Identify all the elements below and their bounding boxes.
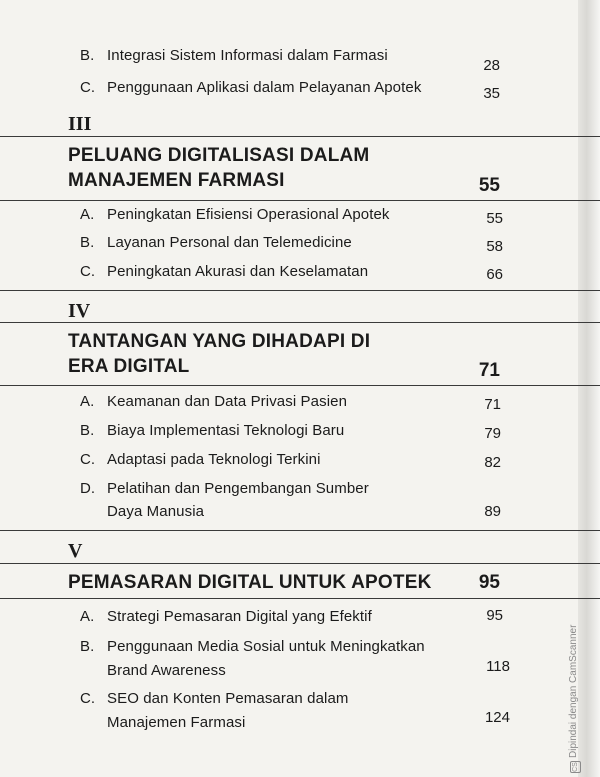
page-edge-shadow <box>578 0 600 777</box>
toc-entry-text[interactable]: Peningkatan Efisiensi Operasional Apotek <box>107 206 390 223</box>
chapter-title-line[interactable]: ERA DIGITAL <box>68 356 190 377</box>
toc-entry-text[interactable]: Penggunaan Media Sosial untuk Meningkatkan <box>107 638 425 655</box>
toc-entry-letter: B. <box>80 47 95 64</box>
chapter-number: IV <box>68 300 91 322</box>
toc-entry-letter: A. <box>80 206 95 223</box>
chapter-title-line[interactable]: MANAJEMEN FARMASI <box>68 170 285 191</box>
chapter-title-line[interactable]: PEMASARAN DIGITAL UNTUK APOTEK <box>68 572 432 593</box>
toc-entry-page[interactable]: 79 <box>484 425 501 442</box>
chapter-divider <box>0 385 600 386</box>
toc-entry-page[interactable]: 55 <box>486 210 503 227</box>
toc-entry-text[interactable]: Keamanan dan Data Privasi Pasien <box>107 393 348 410</box>
toc-entry-text[interactable]: Manajemen Farmasi <box>107 714 246 731</box>
toc-entry-letter: C. <box>80 451 96 468</box>
chapter-divider <box>0 200 600 201</box>
toc-entry-text[interactable]: Pelatihan dan Pengembangan Sumber <box>107 480 369 497</box>
watermark-text: Dipindai dengan CamScanner <box>568 624 579 758</box>
toc-entry-text[interactable]: SEO dan Konten Pemasaran dalam <box>107 690 349 707</box>
toc-entry-text[interactable]: Brand Awareness <box>107 662 226 679</box>
toc-entry-text[interactable]: Strategi Pemasaran Digital yang Efektif <box>107 608 372 625</box>
toc-entry-page[interactable]: 66 <box>486 266 503 283</box>
toc-entry-page[interactable]: 118 <box>486 658 510 675</box>
toc-entry-text[interactable]: Penggunaan Aplikasi dalam Pelayanan Apotek <box>107 79 422 96</box>
chapter-page[interactable]: 55 <box>478 175 500 196</box>
toc-entry-page[interactable]: 124 <box>484 709 510 726</box>
camscanner-logo-icon: CS <box>572 762 579 772</box>
chapter-divider <box>0 322 600 323</box>
chapter-title-line[interactable]: TANTANGAN YANG DIHADAPI DI <box>68 331 371 352</box>
toc-entry-letter: D. <box>80 480 96 497</box>
chapter-title-line[interactable]: PELUANG DIGITALISASI DALAM <box>68 145 370 166</box>
chapter-divider <box>0 598 600 599</box>
toc-entry-text[interactable]: Daya Manusia <box>107 503 205 520</box>
toc-entry-letter: C. <box>80 79 96 96</box>
chapter-number: V <box>68 540 83 562</box>
toc-entry-page[interactable]: 35 <box>483 85 500 102</box>
toc-entry-letter: A. <box>80 608 95 625</box>
toc-entry-text[interactable]: Layanan Personal dan Telemedicine <box>107 234 352 251</box>
toc-entry-page[interactable]: 82 <box>484 454 501 471</box>
scanner-watermark <box>568 625 581 773</box>
chapter-divider <box>0 530 600 531</box>
chapter-divider <box>0 136 600 137</box>
toc-entry-page[interactable]: 71 <box>484 396 501 413</box>
toc-entry-text[interactable]: Peningkatan Akurasi dan Keselamatan <box>107 263 369 280</box>
chapter-page[interactable]: 95 <box>478 572 500 593</box>
toc-entry-page[interactable]: 89 <box>484 503 501 520</box>
chapter-page[interactable]: 71 <box>478 360 500 381</box>
toc-entry-letter: B. <box>80 422 95 439</box>
toc-entry-text[interactable]: Integrasi Sistem Informasi dalam Farmasi <box>107 47 388 64</box>
toc-entry-page[interactable]: 95 <box>486 607 503 624</box>
toc-entry-letter: B. <box>80 234 95 251</box>
chapter-divider <box>0 563 600 564</box>
chapter-number: III <box>68 113 92 135</box>
chapter-divider <box>0 290 600 291</box>
toc-entry-text[interactable]: Adaptasi pada Teknologi Terkini <box>107 451 321 468</box>
toc-entry-letter: C. <box>80 263 96 280</box>
toc-entry-letter: A. <box>80 393 95 410</box>
toc-entry-letter: B. <box>80 638 95 655</box>
toc-entry-letter: C. <box>80 690 96 707</box>
toc-entry-page[interactable]: 28 <box>483 57 500 74</box>
toc-entry-text[interactable]: Biaya Implementasi Teknologi Baru <box>107 422 345 439</box>
toc-entry-page[interactable]: 58 <box>486 238 503 255</box>
